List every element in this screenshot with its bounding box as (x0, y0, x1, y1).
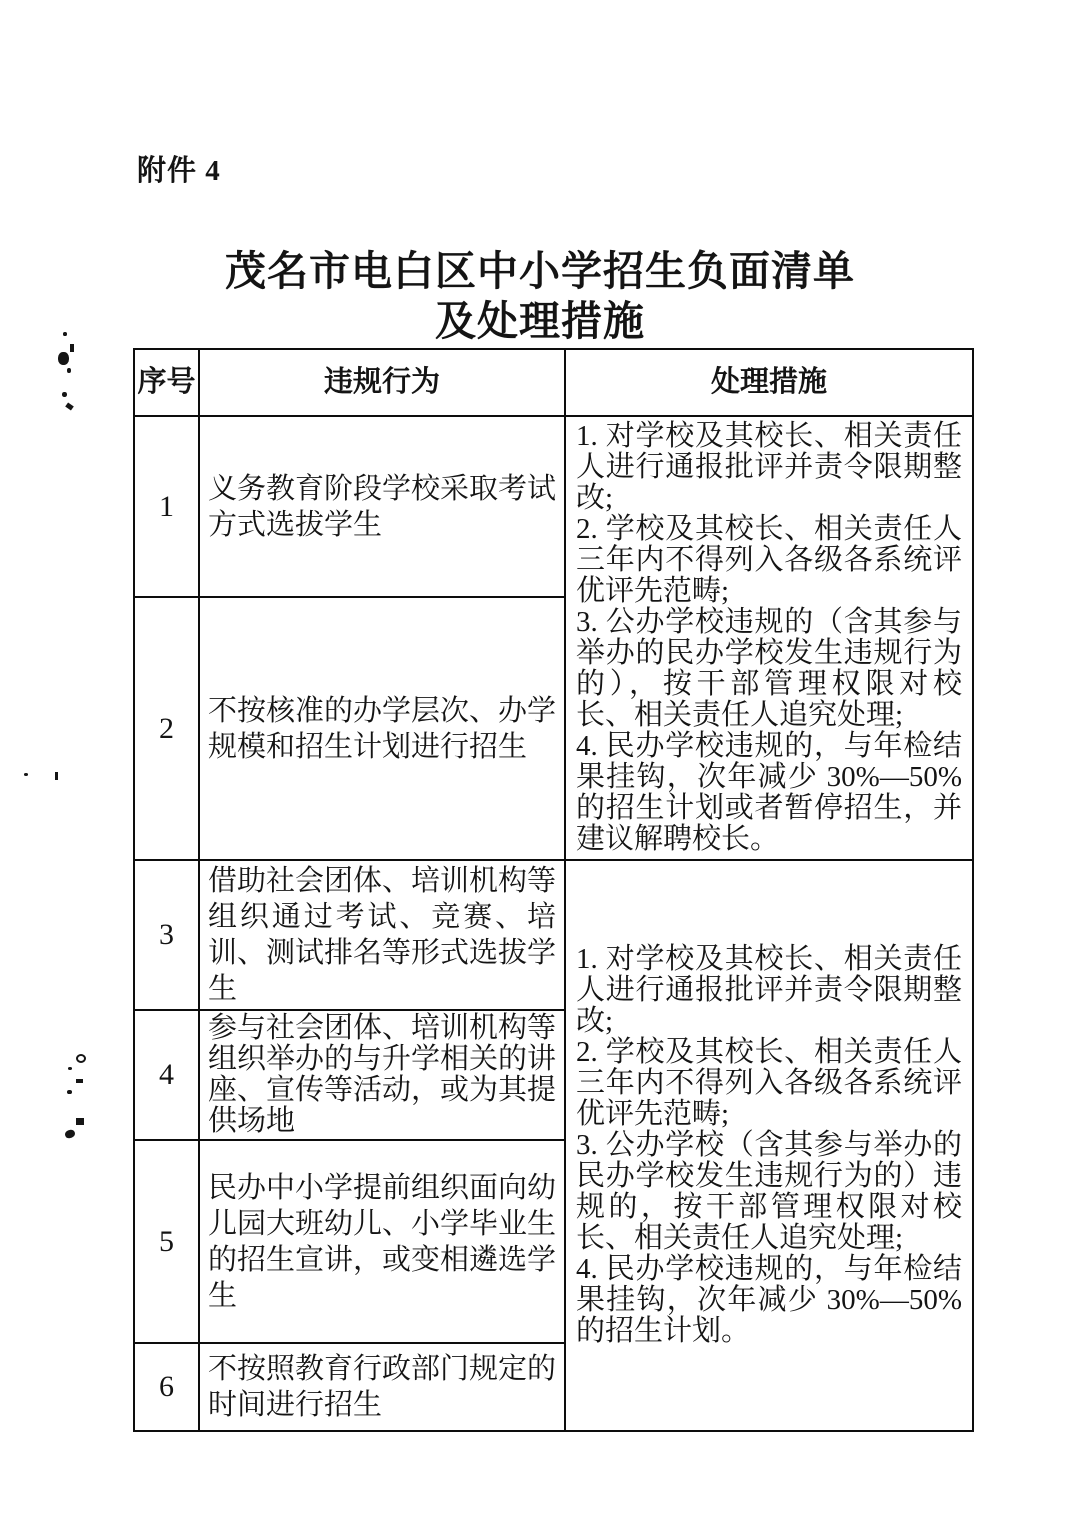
attachment-label: 附件 4 (137, 155, 221, 187)
negative-list-table (133, 348, 974, 1432)
row-1-violation: 义务教育阶段学校采取考试方式选拔学生 (199, 416, 565, 597)
measure-item: 1. 对学校及其校长、相关责任人进行通报批评并责令限期整改; (576, 943, 962, 1037)
scan-speck (24, 773, 28, 776)
measure-item: 3. 公办学校违规的（含其参与举办的民办学校发生违规行为的），按干部管理权限对校长、相关责任人追究处理; (576, 606, 962, 731)
measure-item: 2. 学校及其校长、相关责任人三年内不得列入各级各系统评优评先范畴; (576, 1036, 962, 1130)
title-line-2: 及处理措施 (435, 298, 645, 344)
scan-speck (76, 1054, 86, 1063)
row-1-index: 1 (134, 416, 199, 597)
scan-speck (67, 368, 71, 373)
row-2-index: 2 (134, 597, 199, 860)
row-3-violation: 借助社会团体、培训机构等组织通过考试、竞赛、培训、测试排名等形式选拔学生 (199, 860, 565, 1010)
measure-item: 3. 公办学校（含其参与举办的民办学校发生违规行为的）违规的，按干部管理权限对校长、相关责任人追究处理; (576, 1129, 962, 1254)
row-4-index: 4 (134, 1010, 199, 1140)
measure-item: 1. 对学校及其校长、相关责任人进行通报批评并责令限期整改; (576, 420, 962, 514)
scan-speck (55, 772, 58, 780)
col-header-measure: 处理措施 (565, 349, 973, 416)
row-5-violation: 民办中小学提前组织面向幼儿园大班幼儿、小学毕业生的招生宣讲，或变相遴选学生 (199, 1140, 565, 1343)
header-row (134, 349, 973, 416)
scan-speck (58, 352, 69, 365)
row-6-index: 6 (134, 1343, 199, 1431)
measure-item: 4. 民办学校违规的，与年检结果挂钩，次年减少 30%—50%的招生计划或者暂停招生，并建议解聘校长。 (576, 730, 962, 855)
scan-speck (70, 344, 74, 352)
title-line-1: 茂名市电白区中小学招生负面清单 (225, 248, 855, 294)
scan-speck (64, 1129, 76, 1140)
col-header-violation: 违规行为 (199, 349, 565, 416)
row-4-violation: 参与社会团体、培训机构等组织举办的与升学相关的讲座、宣传等活动，或为其提供场地 (199, 1010, 565, 1140)
table-row-1 (134, 416, 973, 597)
col-header-index: 序号 (134, 349, 199, 416)
measure-item: 4. 民办学校违规的，与年检结果挂钩，次年减少 30%—50%的招生计划。 (576, 1253, 962, 1347)
measure-item: 2. 学校及其校长、相关责任人三年内不得列入各级各系统评优评先范畴; (576, 513, 962, 607)
scan-speck (62, 392, 67, 397)
scan-speck (76, 1079, 83, 1083)
row-6-violation: 不按照教育行政部门规定的时间进行招生 (199, 1343, 565, 1431)
table-row-3 (134, 860, 973, 1010)
row-2-violation: 不按核准的办学层次、办学规模和招生计划进行招生 (199, 597, 565, 860)
measure-cell-rows-3-6 (565, 860, 973, 1431)
row-5-index: 5 (134, 1140, 199, 1343)
scan-speck (67, 1090, 72, 1094)
measure-cell-rows-1-2 (565, 416, 973, 860)
scan-speck (63, 332, 67, 336)
scan-speck (76, 1118, 84, 1125)
scan-speck (68, 1067, 72, 1070)
document-title (0, 246, 1080, 346)
scan-speck (65, 402, 74, 410)
row-3-index: 3 (134, 860, 199, 1010)
